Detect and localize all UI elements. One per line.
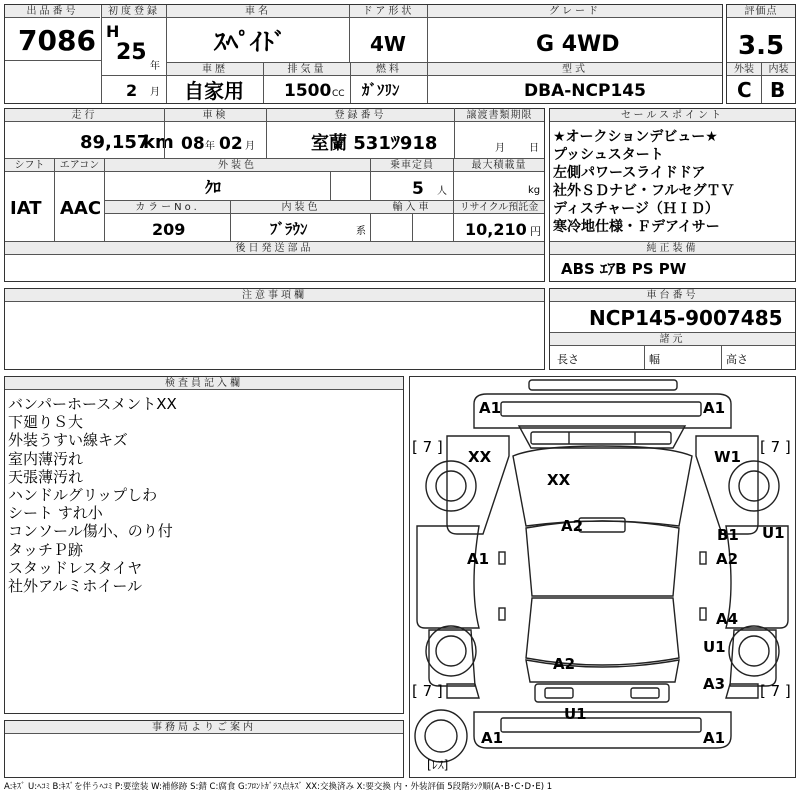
mileage-value: 89,157 [80, 132, 150, 153]
sales-point: プッシュスタート [553, 147, 664, 163]
inspector-note: 外装うすい線キズ [8, 431, 128, 450]
first-reg-month: 2 [126, 81, 138, 100]
recycle-fee: 10,210 [465, 220, 527, 239]
mark-right-edge: U1 [762, 524, 785, 542]
inspector-note: シート すれ小 [8, 504, 103, 523]
import-label: 輸入車 [371, 201, 453, 214]
ac-label: エアコン [55, 159, 104, 172]
int-color-suffix: 系 [356, 226, 366, 237]
door-label: ドア形状 [350, 5, 427, 18]
length-label: 長さ [557, 353, 579, 366]
inspector-note: 天張薄汚れ [8, 467, 84, 486]
sales-points-label: セールスポイント [550, 109, 795, 122]
displacement-label: 排気量 [264, 63, 350, 76]
inspector-note: タッチＰ跡 [8, 540, 84, 559]
interior-label: 内装 [762, 63, 795, 76]
color-no-value: 209 [152, 220, 186, 239]
inspector-notes [8, 395, 177, 595]
yen-unit: 円 [530, 225, 541, 238]
reg-label: 登録番号 [267, 109, 454, 122]
spare-label: [ﾚｽ] [427, 758, 449, 772]
shift-value: IAT [10, 198, 42, 219]
model-value: DBA-NCP145 [524, 81, 646, 101]
score-value: 3.5 [738, 31, 785, 61]
mark-front-left: A1 [479, 399, 502, 417]
inspector-note: 社外アルミホイール [8, 577, 143, 596]
inspector-note: 下廻りＳ大 [8, 413, 84, 432]
mark-roof: A2 [561, 517, 584, 535]
history-value: 自家用 [184, 79, 244, 103]
sales-point: 寒冷地仕様・Ｆデアイサー [553, 219, 720, 235]
mark-rear-bumper-upper: U1 [564, 705, 587, 723]
height-label: 高さ [726, 353, 748, 366]
capacity-value: 5 [412, 179, 424, 199]
later-parts-label: 後日発送部品 [5, 242, 544, 255]
caution-label: 注意事項欄 [5, 289, 544, 302]
mark-left-front-fender: XX [468, 448, 492, 466]
mark-rear-left: A1 [481, 729, 504, 747]
mark-front-right: A1 [703, 399, 726, 417]
width-label: 幅 [649, 353, 660, 366]
mark-rear-right: A1 [703, 729, 726, 747]
inspector-note: スタッドレスタイヤ [8, 558, 143, 577]
month-unit: 月 [150, 87, 160, 98]
insp-month: 02 [219, 134, 243, 154]
ext-color-value: ｸﾛ [205, 178, 222, 197]
shift-label: シフト [5, 159, 54, 172]
inspector-note: コンソール傷小、のり付 [8, 522, 173, 541]
insp-year-unit: 年 [205, 141, 215, 152]
chassis-number: NCP145-9007485 [589, 306, 783, 330]
mark-right-door: A2 [716, 550, 739, 568]
insp-month-unit: 月 [245, 141, 255, 152]
legend: A:ｷｽﾞ U:ﾍｺﾐ B:ｷｽﾞを伴うﾍｺﾐ P:要塗装 W:補修跡 S:錆 C:腐食 G:ﾌﾛﾝﾄｶﾞﾗｽ点ｷｽﾞ XX:交換済み X:要交換 内・外装評価 5段階ﾗﾝｸ順(A･B･C･D･E) 1 [4, 782, 553, 792]
car-name: ｽﾍﾟｲﾄﾞ [214, 28, 286, 56]
capacity-unit: 人 [437, 186, 447, 197]
chassis-label: 車台番号 [550, 289, 795, 302]
lot-number: 7086 [18, 24, 96, 57]
mileage-label: 走行 [5, 109, 164, 122]
mark-right-pillar: B1 [717, 526, 739, 544]
exterior-label: 外装 [727, 63, 761, 76]
transfer-month-unit: 月 [495, 143, 505, 154]
inspector-note: バンパーホースメントXX [8, 395, 177, 413]
int-color-value: ﾌﾞﾗｳﾝ [270, 220, 308, 238]
model-label: 型式 [428, 63, 722, 76]
transfer-label: 譲渡書類期限 [455, 109, 544, 122]
tire-rr: [ 7 ] [760, 682, 791, 700]
grade-label: グレード [428, 5, 722, 18]
score-label: 評価点 [727, 5, 795, 18]
tire-rl: [ 7 ] [412, 682, 443, 700]
first-reg-year: 25 [116, 40, 147, 65]
door-value: 4W [370, 32, 406, 56]
first-reg-label: 初度登録 [102, 5, 166, 18]
sales-point: 社外ＳＤナビ・フルセグＴＶ [553, 183, 735, 199]
int-color-label: 内装色 [231, 201, 371, 214]
grade-value: G 4WD [536, 32, 620, 57]
sales-point: ★オークションデビュー★ [553, 129, 718, 145]
office-label: 事務局よりご案内 [5, 721, 403, 734]
era-letter: H [106, 22, 120, 41]
mark-left-door: A1 [467, 550, 490, 568]
displacement-value: 1500 [284, 81, 332, 101]
year-unit: 年 [150, 61, 160, 72]
cc-unit: CC [332, 89, 345, 99]
sales-point: 左側パワースライドドア [553, 165, 706, 181]
fuel-label: 燃料 [351, 63, 427, 76]
car-name-label: 車名 [167, 5, 349, 18]
equipment-label: 純正装備 [550, 242, 795, 255]
mark-hood: XX [547, 471, 571, 489]
exterior-grade: C [737, 78, 752, 102]
mark-trunk: A2 [553, 655, 576, 673]
specs-label: 諸元 [550, 333, 795, 346]
mark-right-quarter: U1 [703, 638, 726, 656]
inspector-note: 室内薄汚れ [8, 449, 84, 468]
mark-right-front-fender: W1 [714, 448, 741, 466]
transfer-day-unit: 日 [529, 143, 539, 154]
tire-fl: [ 7 ] [412, 438, 443, 456]
inspector-label: 検査員記入欄 [5, 377, 403, 390]
mark-right-rear: A3 [703, 675, 726, 693]
tire-fr: [ 7 ] [760, 438, 791, 456]
lot-label: 出品番号 [5, 5, 100, 18]
inspector-note: ハンドルグリップしわ [8, 486, 158, 505]
color-no-label: カラーNo. [105, 201, 230, 214]
capacity-label: 乗車定員 [371, 159, 453, 172]
reg-number: 室蘭 531ﾂ918 [311, 133, 438, 154]
inspection-label: 車検 [165, 109, 266, 122]
car-diagram [409, 376, 796, 778]
mark-right-rear-door: A4 [716, 610, 739, 628]
max-load-unit: kg [528, 185, 541, 196]
max-load-label: 最大積載量 [454, 159, 544, 172]
history-label: 車歴 [167, 63, 263, 76]
fuel-value: ｶﾞｿﾘﾝ [362, 81, 400, 99]
recycle-label: リサイクル預託金 [454, 201, 544, 214]
km-unit: km [143, 132, 174, 153]
insp-year: 08 [181, 134, 205, 154]
ac-value: AAC [60, 198, 102, 219]
equipment-value: ABS ｴｱB PS PW [561, 260, 687, 278]
sales-point: ディスチャージ（ＨＩＤ） [553, 201, 719, 217]
sales-points-list [553, 128, 734, 236]
ext-color-label: 外装色 [105, 159, 370, 172]
interior-grade: B [770, 78, 786, 102]
